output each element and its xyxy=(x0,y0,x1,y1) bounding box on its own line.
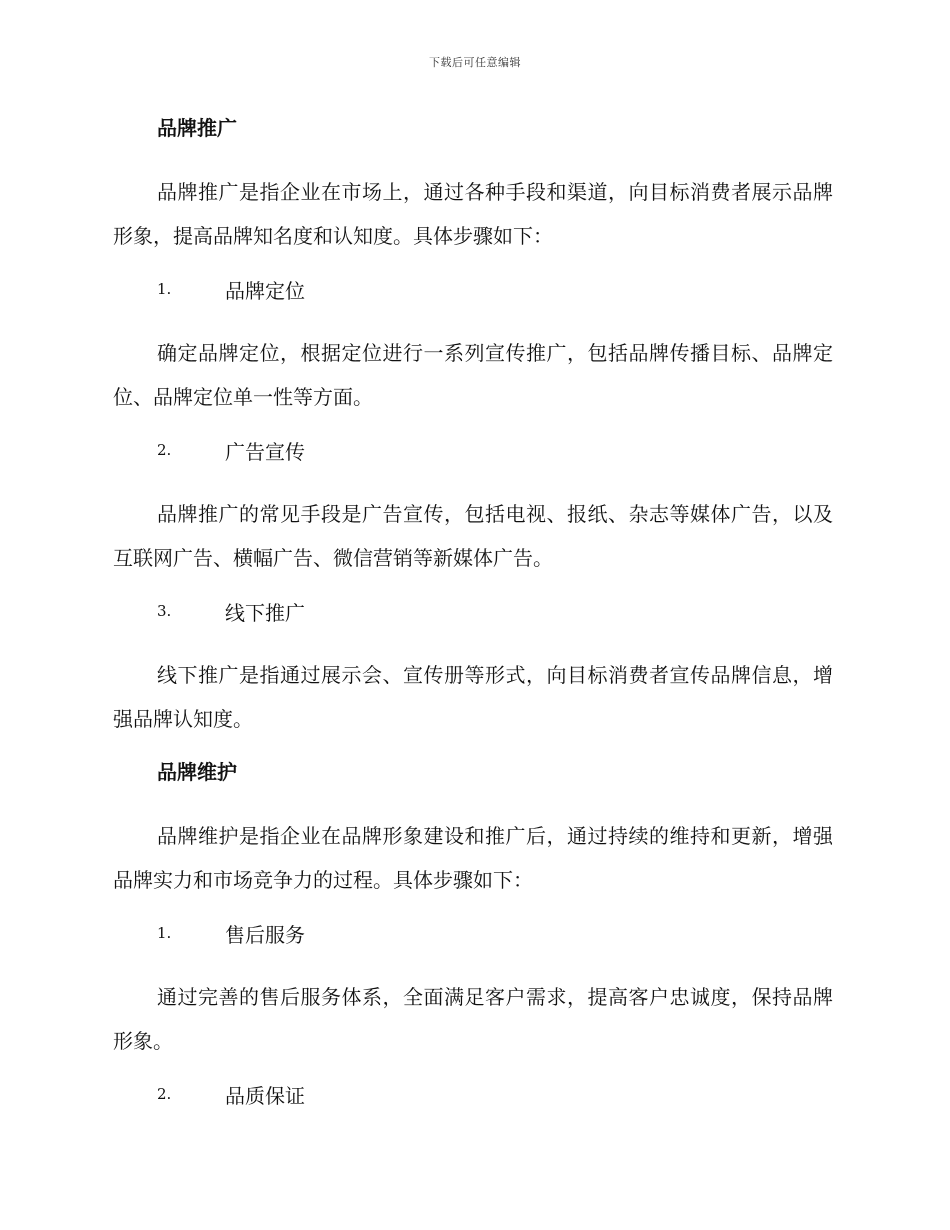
item-paragraph: 确定品牌定位，根据定位进行一系列宣传推广，包括品牌传播目标、品牌定位、品牌定位单一性等方面。 xyxy=(113,341,833,409)
list-item xyxy=(113,1078,833,1110)
section-heading: 品牌推广 xyxy=(157,116,237,140)
list-item xyxy=(113,595,833,627)
section-heading: 品牌维护 xyxy=(157,760,237,784)
list-number: 1. xyxy=(157,924,172,942)
header-note: 下载后可任意编辑 xyxy=(429,56,521,69)
list-label: 线下推广 xyxy=(225,600,305,625)
section-intro: 品牌推广是指企业在市场上，通过各种手段和渠道，向目标消费者展示品牌形象，提高品牌知名度和认知度。具体步骤如下： xyxy=(113,180,833,248)
item-paragraph: 品牌推广的常见手段是广告宣传，包括电视、报纸、杂志等媒体广告，以及互联网广告、横幅广告、微信营销等新媒体广告。 xyxy=(113,502,833,570)
list-number: 3. xyxy=(157,602,172,620)
document-body xyxy=(113,112,833,1136)
item-paragraph: 线下推广是指通过展示会、宣传册等形式，向目标消费者宣传品牌信息，增强品牌认知度。 xyxy=(113,663,833,731)
list-item xyxy=(113,434,833,466)
section-intro: 品牌维护是指企业在品牌形象建设和推广后，通过持续的维持和更新，增强品牌实力和市场竞争力的过程。具体步骤如下： xyxy=(113,824,833,892)
list-label: 售后服务 xyxy=(225,922,305,947)
list-item xyxy=(113,917,833,949)
list-number: 2. xyxy=(157,1085,172,1103)
list-label: 品质保证 xyxy=(225,1083,305,1108)
list-label: 品牌定位 xyxy=(225,278,305,303)
list-number: 1. xyxy=(157,280,172,298)
item-paragraph: 通过完善的售后服务体系，全面满足客户需求，提高客户忠诚度，保持品牌形象。 xyxy=(113,985,833,1053)
list-item xyxy=(113,273,833,305)
list-label: 广告宣传 xyxy=(225,439,305,464)
list-number: 2. xyxy=(157,441,172,459)
